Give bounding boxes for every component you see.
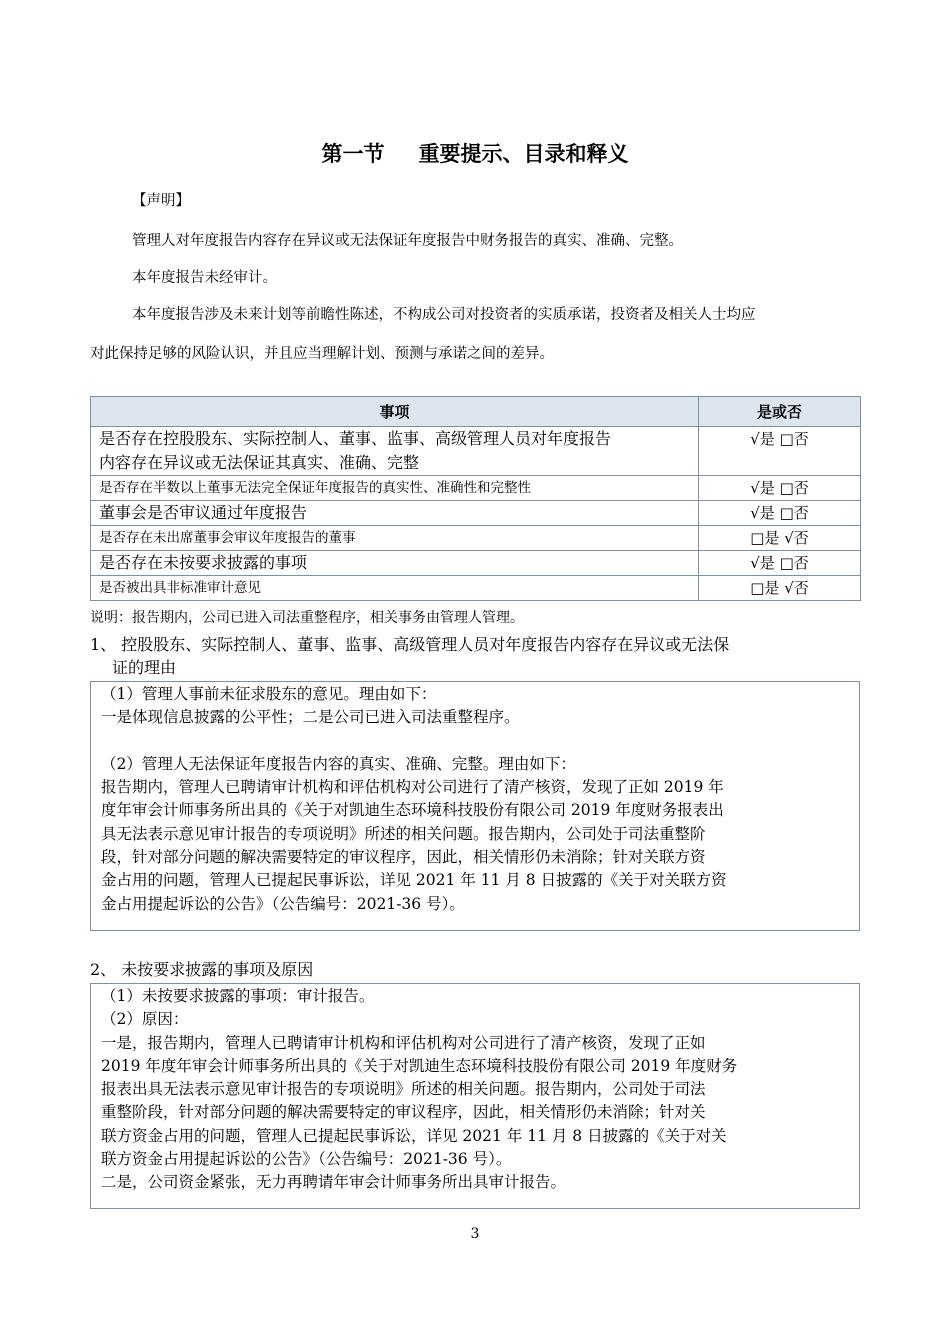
table-note: 说明：报告期内，公司已进入司法重整程序，相关事务由管理人管理。 (90, 610, 524, 626)
answer-cell: √是 □否 (699, 551, 861, 576)
box-line: 金占用的问题，管理人已提起民事诉讼，详见 2021 年 11 月 8 日披露的《关于对关联方资 (101, 871, 727, 890)
box-line: 报告期内，管理人已聘请审计机构和评估机构对公司进行了清产核资，发现了正如 2019 年 (101, 778, 724, 797)
statement-paragraph: 本年度报告未经审计。 (132, 270, 277, 286)
box-line: 2019 年度年审会计师事务所出具的《关于对凯迪生态环境科技股份有限公司 2019 年度财务 (101, 1056, 738, 1075)
box-line: 一是，报告期内，管理人已聘请审计机构和评估机构对公司进行了清产核资，发现了正如 (101, 1033, 706, 1052)
box-line: 报表出具无法表示意见审计报告的专项说明》所述的相关问题。报告期内，公司处于司法 (101, 1080, 706, 1099)
matter-cell: 是否存在未按要求披露的事项 (91, 551, 699, 576)
table-header-row (91, 397, 861, 427)
forward-looking-line: 对此保持足够的风险认识，并且应当理解计划、预测与承诺之间的差异。 (90, 346, 554, 362)
box-line: 具无法表示意见审计报告的专项说明》所述的相关问题。报告期内，公司处于司法重整阶 (101, 824, 706, 843)
page-number: 3 (470, 1226, 480, 1242)
box-line: 二是，公司资金紧张，无力再聘请年审会计师事务所出具审计报告。 (101, 1173, 567, 1192)
matter-cell (91, 427, 699, 476)
table-row (91, 427, 861, 476)
statement-paragraph: 管理人对年度报告内容存在异议或无法保证年度报告中财务报告的真实、准确、完整。 (132, 233, 683, 249)
table-row (91, 576, 861, 601)
section1-heading-line: 证的理由 (112, 658, 177, 677)
box-line: 段，针对部分问题的解决需要特定的审议程序，因此，相关情形仍未消除；针对关联方资 (101, 848, 706, 867)
box-line: （2）原因： (101, 1010, 189, 1029)
matter-line: 是否存在控股股东、实际控制人、董事、监事、高级管理人员对年度报告 (99, 429, 612, 448)
box-line (101, 730, 849, 753)
answer-cell: □是 √否 (699, 526, 861, 551)
matter-cell: 董事会是否审议通过年度报告 (91, 501, 699, 526)
matters-table (90, 396, 861, 601)
statement-header: 【声明】 (132, 193, 190, 209)
answer-cell: √是 □否 (699, 427, 861, 476)
matter-cell: 是否存在半数以上董事无法完全保证年度报告的真实性、准确性和完整性 (91, 476, 699, 501)
box-line: （1）未按要求披露的事项：审计报告。 (101, 987, 375, 1005)
box-line: 联方资金占用的问题，管理人已提起民事诉讼，详见 2021 年 11 月 8 日披露的《关于对关 (101, 1126, 727, 1145)
box-line: （1）管理人事前未征求股东的意见。理由如下： (101, 685, 437, 703)
section-title-label: 第一节 (321, 142, 385, 166)
table-row (91, 551, 861, 576)
box-line: 联方资金占用提起诉讼的公告》（公告编号：2021-36 号）。 (101, 1150, 512, 1169)
answer-cell: √是 □否 (699, 476, 861, 501)
section-title-text: 重要提示、目录和释义 (418, 142, 629, 166)
table-row (91, 476, 861, 501)
box-line: 一是体现信息披露的公平性；二是公司已进入司法重整程序。 (101, 708, 520, 727)
matter-cell: 是否存在未出席董事会审议年度报告的董事 (91, 526, 699, 551)
box-line: 度年审会计师事务所出具的《关于对凯迪生态环境科技股份有限公司 2019 年度财务报表出 (101, 801, 724, 820)
matter-cell: 是否被出具非标准审计意见 (91, 576, 699, 601)
box-line: （2）管理人无法保证年度报告内容的真实、准确、完整。理由如下： (101, 754, 576, 773)
answer-cell: □是 √否 (699, 576, 861, 601)
box-line: 重整阶段，针对部分问题的解决需要特定的审议程序，因此，相关情形仍未消除；针对关 (101, 1103, 706, 1122)
section2-reason-box (90, 983, 860, 1209)
answer-cell: √是 □否 (699, 501, 861, 526)
section1-reason-box (90, 681, 860, 931)
section1-heading-line: 1、 控股股东、实际控制人、董事、监事、高级管理人员对年度报告内容存在异议或无法保 (90, 635, 730, 654)
section2-heading: 2、 未按要求披露的事项及原因 (90, 960, 314, 979)
section-title (0, 138, 950, 168)
box-line: 金占用提起诉讼的公告》（公告编号：2021-36 号）。 (101, 894, 465, 913)
forward-looking-line: 本年度报告涉及未来计划等前瞻性陈述，不构成公司对投资者的实质承诺，投资者及相关人士均应 (132, 307, 756, 323)
column-header-yes-no: 是或否 (699, 397, 861, 427)
column-header-matter: 事项 (91, 397, 699, 427)
matter-line: 内容存在异议或无法保证其真实、准确、完整 (99, 453, 420, 472)
table-row (91, 501, 861, 526)
table-row (91, 526, 861, 551)
